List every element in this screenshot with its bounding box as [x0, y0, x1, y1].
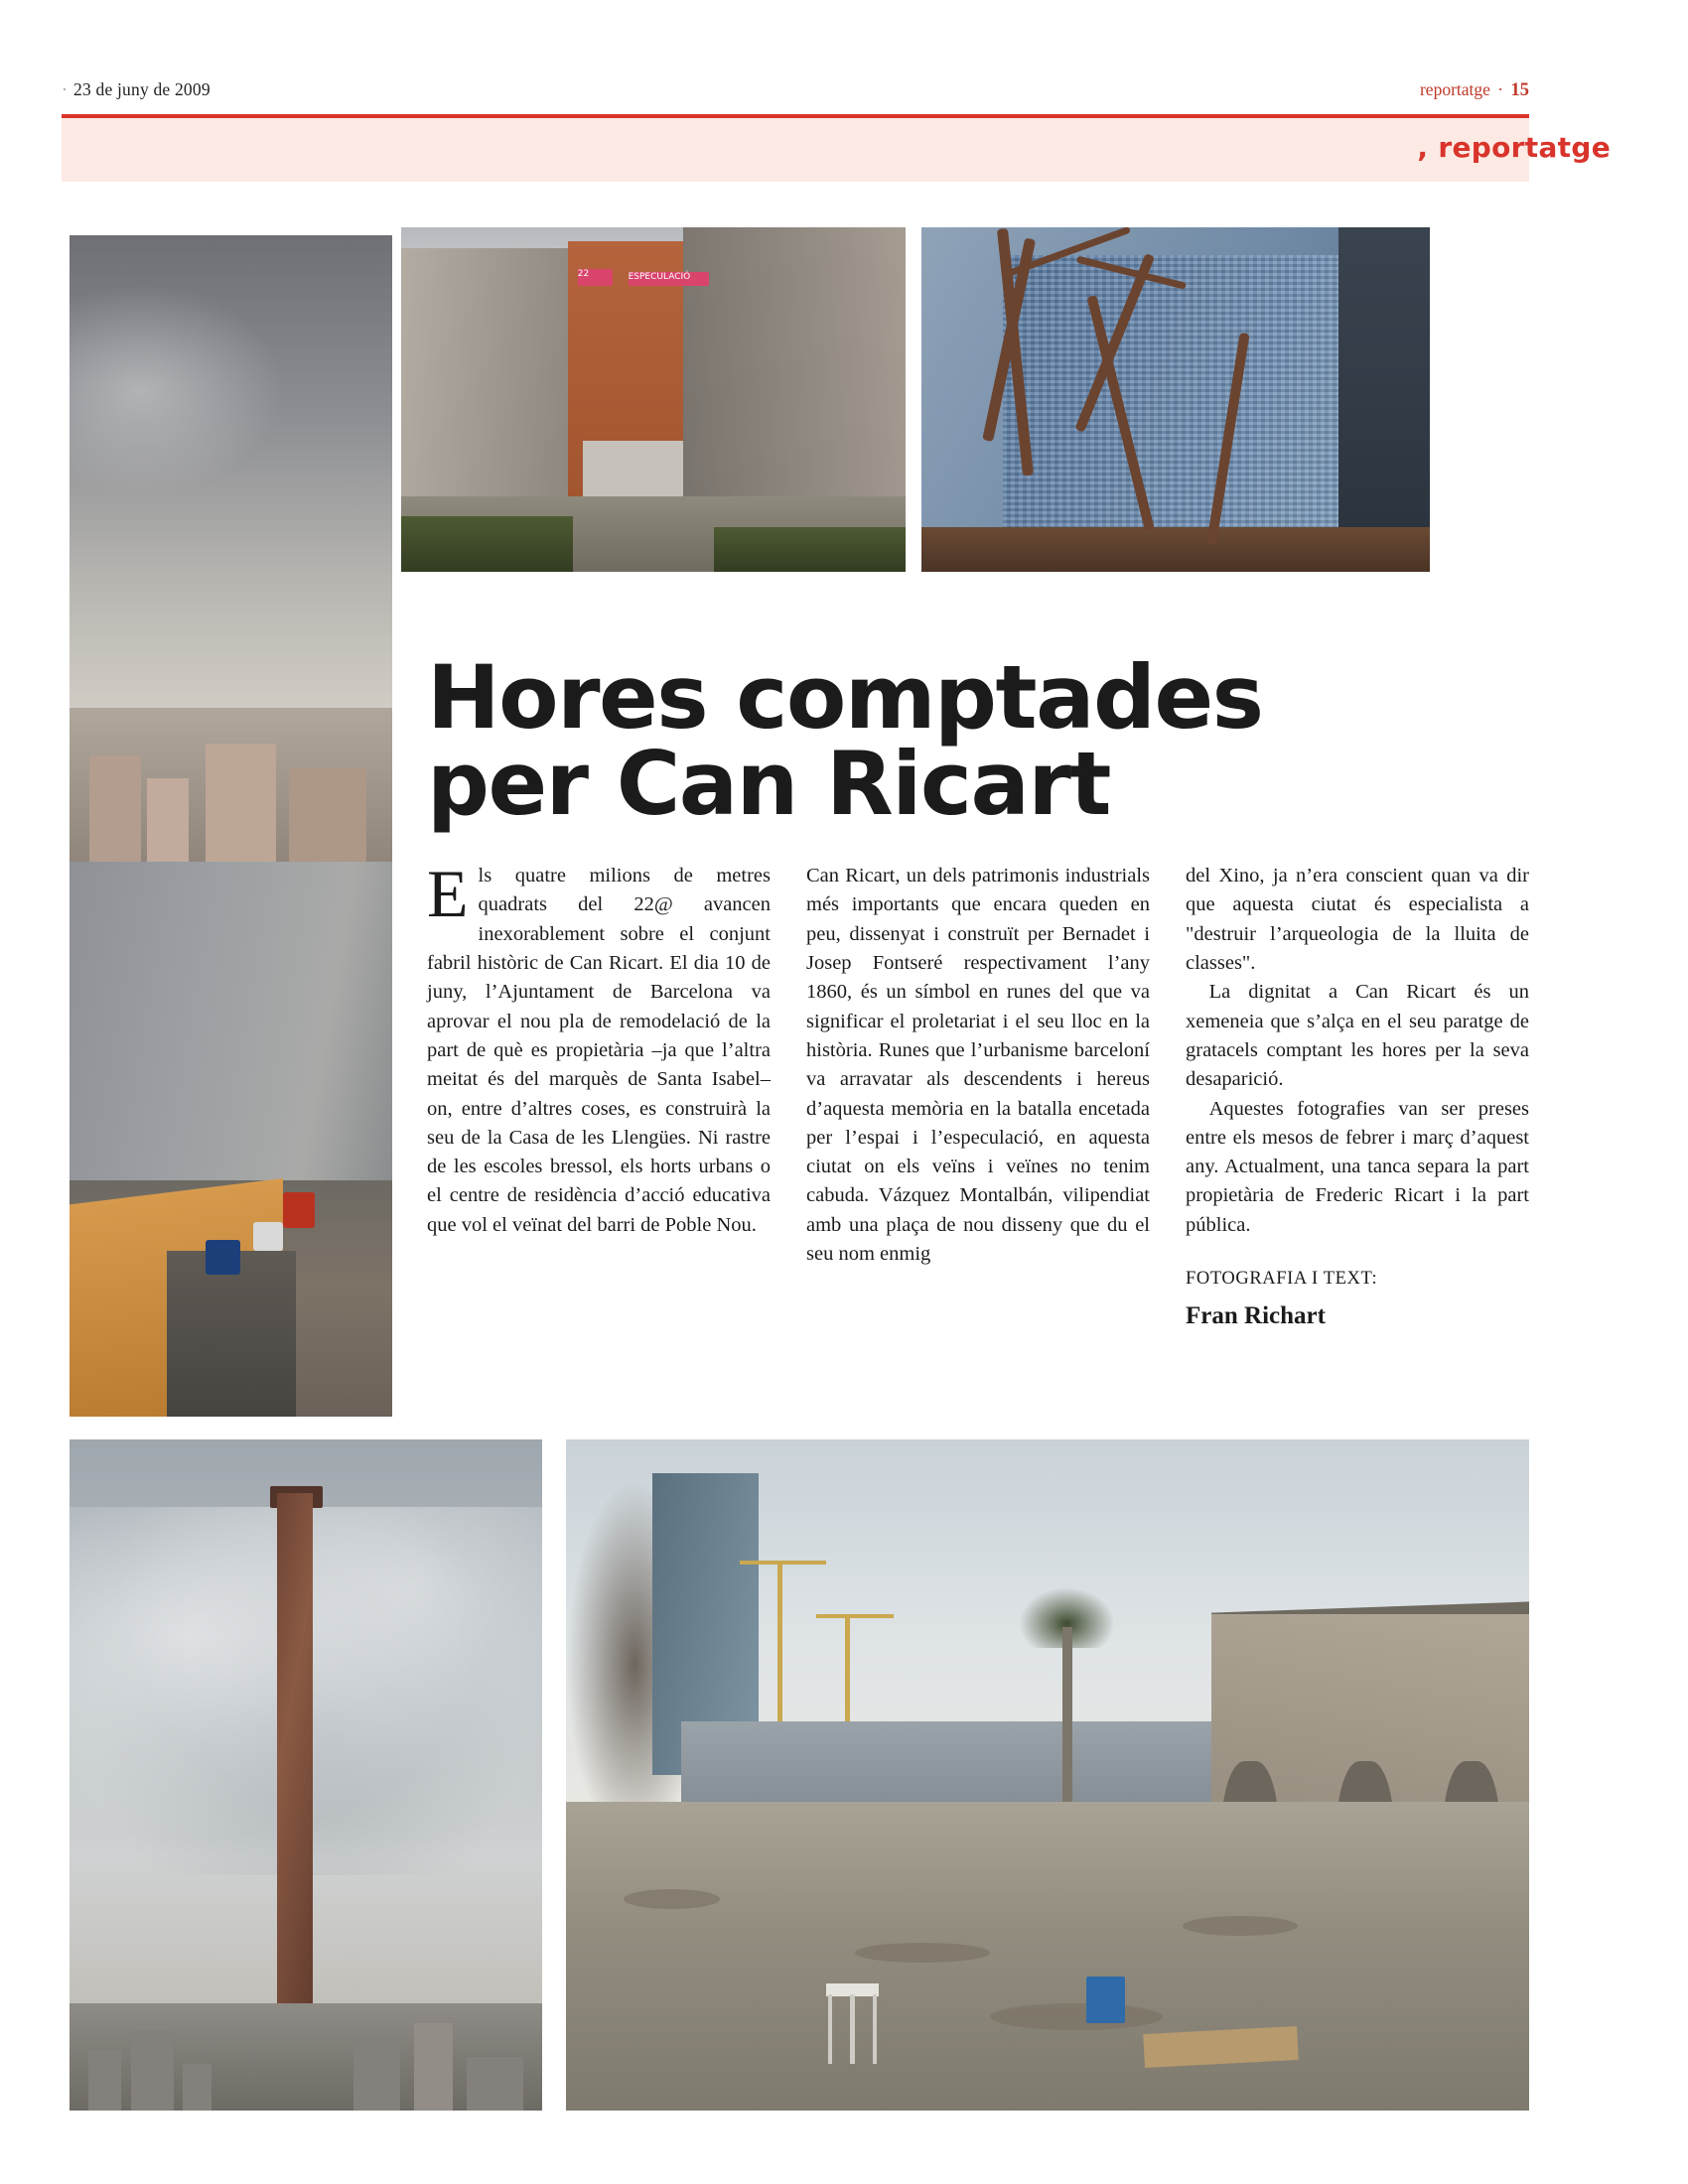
masthead — [62, 79, 1529, 117]
paragraph: La dignitat a Can Ricart és un xemeneia que s’alça en el seu paratge de gratacels comptant les hores per la seva desaparició. — [1186, 981, 1529, 1091]
photo-factory-alley — [401, 227, 906, 572]
paragraph: del Xino, ja n’era conscient quan va dir que aquesta ciutat és especialista a "destruir l’arqueologia de la lluita de classes". — [1186, 865, 1529, 974]
drop-cap: E — [427, 856, 469, 931]
headline-line-1: Hores comptades — [427, 645, 1263, 749]
photo-chimney — [70, 1439, 542, 2111]
section-indicator — [1420, 79, 1529, 101]
paragraph: Aquestes fotografies van ser preses entre els mesos de febrer i març d’aquest any. Actualment, una tanca separa la part propietària de Frederic Ricart i la part pública. — [1186, 1097, 1529, 1236]
graffiti-tag-2: ESPECULACIÓ — [629, 272, 709, 286]
photo-city-wall — [70, 235, 392, 1417]
photo-wasteland — [566, 1439, 1529, 2111]
body-column-1 — [427, 856, 771, 1333]
publication-date — [62, 79, 211, 100]
body-column-2 — [806, 862, 1150, 1333]
page-number: 15 — [1510, 80, 1529, 100]
section-name: reportatge — [1419, 79, 1490, 99]
section-band — [62, 118, 1529, 182]
article-body — [427, 856, 1529, 1333]
headline-line-2: per Can Ricart — [427, 733, 1110, 836]
graffiti-tag-1: 22 — [578, 269, 614, 286]
date-text: 23 de juny de 2009 — [73, 79, 211, 99]
section-separator: · — [1497, 79, 1504, 99]
date-bullet: · — [62, 79, 69, 99]
section-band-label: , reportatge — [1417, 131, 1611, 164]
article-headline — [427, 645, 1509, 836]
paragraph: ls quatre milions de metres quadrats del 22@ avancen inexorablement sobre el conjunt fabril històric de Can Ricart. El dia 10 de juny, l’Ajuntament de Barcelona va aprovar el nou pla de remodelació de la part de què es propietària –ja que l’altra meitat és del marquès de Santa Isabel– on, entre d’altres coses, es construirà la seu de la Casa de les Llengües. Ni rastre de les escoles bressol, els horts urbans o el centre de residència d’acció educativa que vol el veïnat del barri de Poble Nou. — [427, 865, 771, 1236]
paragraph: Can Ricart, un dels patrimonis industrials més importants que encara queden en peu, dissenyat i construït per Bernadet i Josep Fontseré respectivament l’any 1860, és un símbol en runes del que va significar el proletariat i el seu lloc en la història. Runes que l’urbanisme barceloní va arravatar als descendents i hereus d’aquesta memòria en la batalla encetada per l’espai i l’especulació, en aquesta ciutat on els veïns i veïnes no tenim cabuda. Vázquez Montalbán, vilipendiat amb una plaça de nou disseny que du el seu nom enmig — [806, 865, 1150, 1266]
body-column-3 — [1186, 862, 1529, 1333]
credit-label: FOTOGRAFIA I TEXT: — [1186, 1269, 1378, 1290]
photo-rebar-glass — [921, 227, 1430, 572]
credit-author: Fran Richart — [1186, 1301, 1326, 1329]
